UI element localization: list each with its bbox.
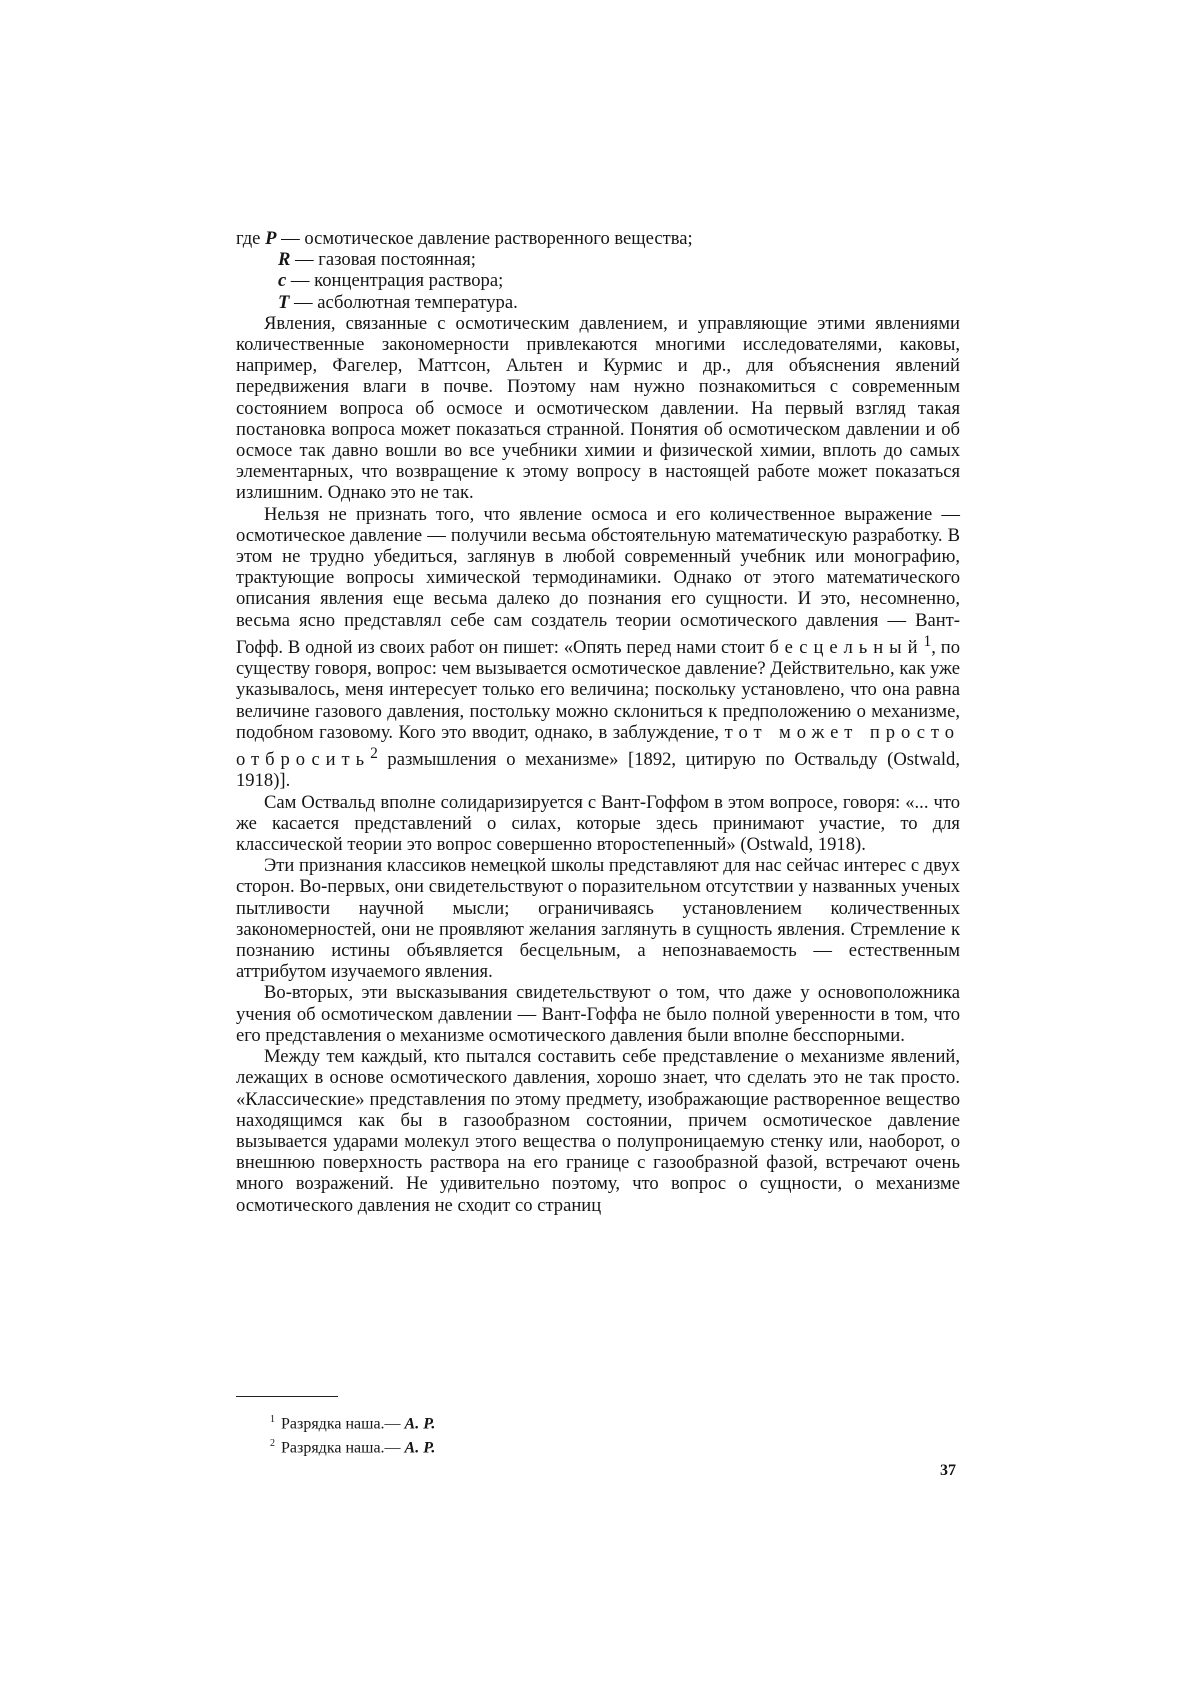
footnote xyxy=(270,1410,435,1434)
paragraph: Сам Оствальд вполне солидаризируется с Вант-Гоффом в этом вопросе, говоря: «... что же касается представлений о силах, которые здесь принимают участие, то для классической теории это вопрос совершенно второстепенный» (Ostwald, 1918). xyxy=(236,791,960,856)
footnote-author: А. Р. xyxy=(404,1439,436,1457)
paragraph: Эти признания классиков немецкой школы представляют для нас сейчас интерес с двух сторон. Во-первых, они свидетельствуют о поразительном отсутствии у названных ученых пытливости научной мысли; ограничиваясь установлением количественных закономерностей, они не проявляют желания заглянуть в сущность явления. Стремление к познанию истины объявляется бесцельным, а непознаваемость — естественным аттрибутом изучаемого явления. xyxy=(236,855,960,983)
definition-lead: где xyxy=(236,228,261,249)
page-body xyxy=(236,228,960,1216)
definition-symbol: c xyxy=(278,270,287,292)
definition-row xyxy=(236,270,960,291)
footnote-ref[interactable]: 1 xyxy=(923,632,932,650)
footnote-mark: 1 xyxy=(270,1414,275,1425)
footnote-text: Разрядка наша.— xyxy=(281,1439,405,1457)
definition-text: — газовая постоянная; xyxy=(290,249,476,271)
footnote-author: А. Р. xyxy=(404,1415,436,1433)
definition-text: — осмотическое давление растворенного вещества; xyxy=(276,228,693,249)
paragraph: Во-вторых, эти высказывания свидетельствуют о том, что даже у основоположника учения об осмотическом давлении — Вант-Гоффа не было полной уверенности в том, что его представления о механизме осмотического давления были вполне бесспорными. xyxy=(236,982,960,1046)
definition-symbol: R xyxy=(278,249,291,271)
definition-row xyxy=(236,292,960,313)
definition-text: — концентрация раствора; xyxy=(286,270,504,292)
footnotes xyxy=(270,1410,435,1459)
definition-row xyxy=(236,249,960,270)
footnote-divider xyxy=(236,1396,338,1397)
spaced-emphasis: тот может просто отбросить xyxy=(236,721,961,771)
footnote-text: Разрядка наша.— xyxy=(281,1415,405,1433)
paragraph-text: Нельзя не признать того, что явление осмоса и его количественное выражение — осмотическое давление — получили весьма обстоятельную математическую разработку. В этом не трудно убедиться, заглянув в любой современный учебник или монографию, трактующие вопросы химической термодинамики. Однако от этого математического описания явления еще весьма далеко до познания его сущности. И это, несомненно, весьма ясно представлял себе сам создатель теории осмотического давления — Вант-Гофф. В одной из своих работ он пишет: «Опять перед нами стоит xyxy=(236,503,960,659)
definition-text: — асболютная температура. xyxy=(289,291,518,313)
spaced-emphasis: бесцельный xyxy=(769,637,924,659)
paragraph-vant-hoff-quote xyxy=(236,504,960,792)
paragraph: Явления, связанные с осмотическим давлением, и управляющие этими явлениями количественные закономерности привлекаются многими исследователями, каковы, например, Фагелер, Маттсон, Альтен и Курмис и др., для объяснения явлений передвижения влаги в почве. Поэтому нам нужно познакомиться с современным состоянием вопроса об осмосе и осмотическом давлении. На первый взгляд такая постановка вопроса может показаться странной. Понятия об осмотическом давлении и об осмосе так давно вошли во все учебники химии и физической химии, вплоть до самых элементарных, что возвращение к этому вопросу в настоящей работе может показаться излишним. Однако это не так. xyxy=(236,312,960,504)
footnote xyxy=(270,1434,435,1458)
page-number: 37 xyxy=(940,1462,956,1479)
definition-symbol: T xyxy=(278,291,290,313)
paragraph-text: размышления о механизме» [1892, цитирую по Оствальду (Ostwald, 1918)]. xyxy=(236,749,960,792)
symbol-definitions xyxy=(236,228,960,313)
footnote-mark: 2 xyxy=(270,1438,275,1450)
paragraph: Между тем каждый, кто пытался составить себе представление о механизме явлений, лежащих в основе осмотического давления, хорошо знает, что сделать это не так просто. «Классические» представления по этому предмету, изображающие растворенное вещество находящимся как бы в газообразном состоянии, причем осмотическое давление вызывается ударами молекул этого вещества о полупроницаемую стенку или, наоборот, о внешнюю поверхность раствора на его границе с газообразной фазой, встречают очень много возражений. Не удивительно поэтому, что вопрос о сущности, о механизме осмотического давления не сходит со страниц xyxy=(236,1046,960,1216)
definition-symbol: P xyxy=(265,228,277,249)
footnote-ref[interactable]: 2 xyxy=(370,745,378,763)
definition-row xyxy=(236,228,960,249)
paragraph-text: , по существу говоря, вопрос: чем вызывается осмотическое давление? Действительно, как уже указывалось, меня интересует только его величина; поскольку установлено, что она равна величине газового давления, постольку можно склониться к предположению о механизме, подобном газовому. Кого это вводит, однако, в заблуждение, xyxy=(236,637,960,743)
